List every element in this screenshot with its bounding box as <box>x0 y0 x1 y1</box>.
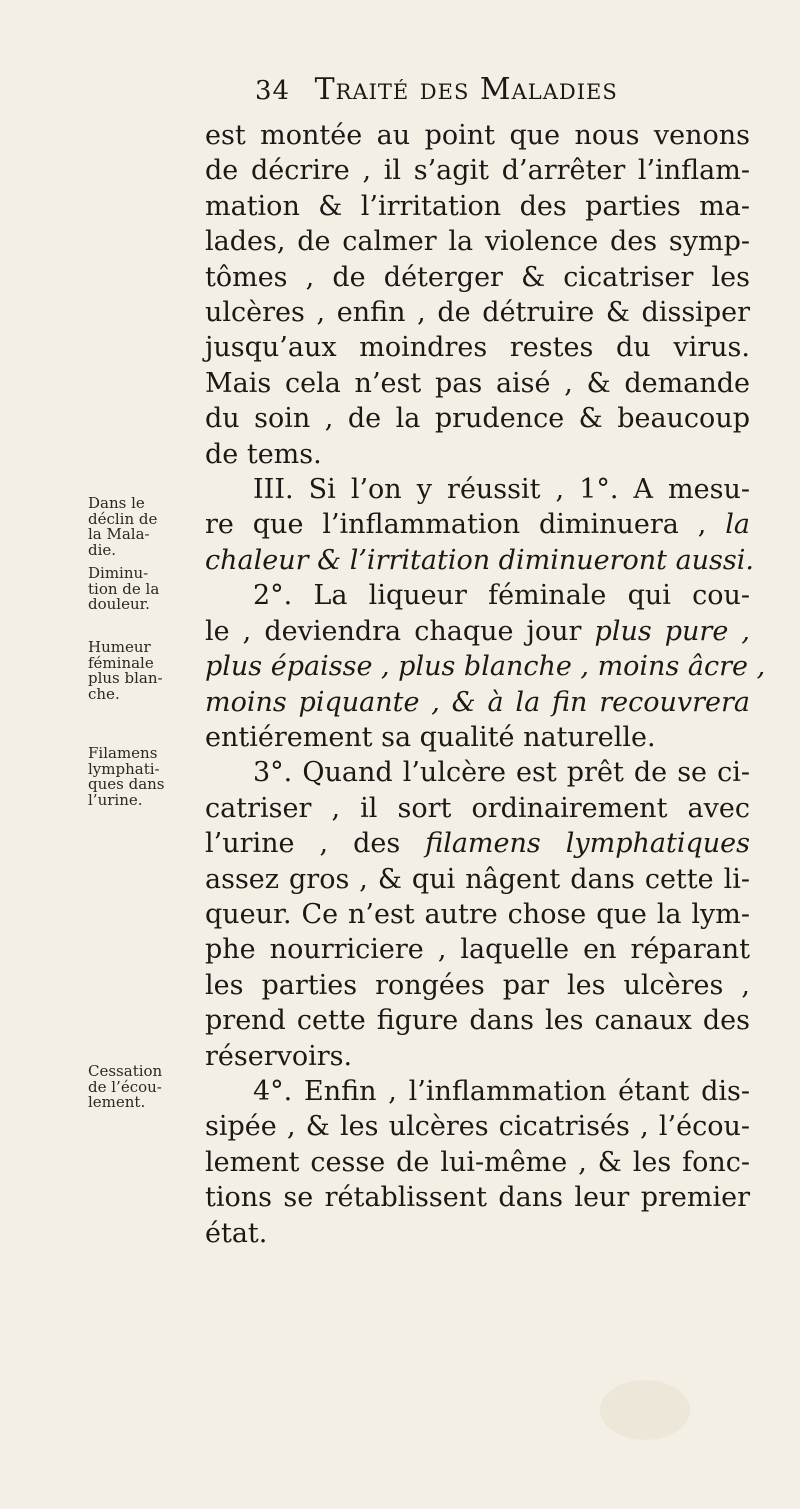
italic-segment: plus pure , <box>594 615 750 647</box>
text-line: 4°. Enfin , l’inflammation étant dis- <box>253 1075 750 1107</box>
text-line <box>205 507 750 542</box>
italic-segment: filamens lymphatiques <box>425 828 750 860</box>
text-line: du soin , de la prudence & beaucoup <box>205 403 750 435</box>
margin-note-line: tion de la <box>88 579 160 598</box>
margin-note-cessation <box>88 1064 162 1111</box>
text-line: ulcères , enfin , de détruire & dissiper <box>205 297 750 329</box>
page-number: 34 <box>255 76 291 106</box>
text-line: plus épaisse , plus blanche , moins âcre , <box>205 651 766 683</box>
text-line: entiérement sa qualité naturelle. <box>205 721 656 753</box>
text-line: tômes , de déterger & cicatriser les <box>205 261 750 293</box>
text-line: prend cette figure dans les canaux des <box>205 1005 750 1037</box>
margin-note-line: de l’écou- <box>88 1077 162 1096</box>
margin-note-line: Cessation <box>88 1062 163 1080</box>
margin-note-humeur <box>88 640 163 702</box>
text-line: lement cesse de lui-même , & les fonc- <box>205 1146 750 1178</box>
text-line: les parties rongées par les ulcères , <box>205 969 750 1001</box>
text-line <box>205 826 750 861</box>
text-line: catriser , il sort ordinairement avec <box>205 792 750 824</box>
main-text-block <box>205 118 766 1251</box>
margin-note-line: Humeur <box>88 638 151 656</box>
margin-note-line: che. <box>88 684 120 703</box>
text-line: lades, de calmer la violence des symp- <box>205 226 750 258</box>
margin-note-line: Filamens <box>88 744 158 762</box>
margin-note-line: ques dans <box>88 775 165 793</box>
text-line: 3°. Quand l’ulcère est prêt de se ci- <box>253 757 750 789</box>
margin-note-line: la Mala- <box>88 525 150 543</box>
text-line: jusqu’aux moindres restes du virus. <box>205 332 750 364</box>
running-title: Traité des Maladies <box>314 72 618 107</box>
text-line: 2°. La liqueur féminale qui cou- <box>253 580 750 612</box>
running-header <box>255 72 618 107</box>
text-line <box>205 614 750 649</box>
margin-note-line: Diminu- <box>88 564 149 582</box>
text-line: chaleur & l’irritation diminueront aussi. <box>205 544 754 576</box>
margin-note-line: Dans le <box>88 494 145 512</box>
margin-note-filamens <box>88 746 165 808</box>
text-line: assez gros , & qui nâgent dans cette li- <box>205 863 750 895</box>
text-line: est montée au point que nous venons <box>205 120 750 151</box>
margin-note-line: lymphati- <box>88 759 160 778</box>
margin-note-line: féminale <box>88 653 154 672</box>
italic-segment: la <box>725 509 750 541</box>
text-line <box>205 685 750 720</box>
text-line: III. Si l’on y réussit , 1°. A mesu- <box>253 474 750 506</box>
text-segment: l’urine , des <box>205 828 426 860</box>
text-segment: le , deviendra chaque jour <box>205 615 595 647</box>
text-line: de décrire , il s’agit d’arrêter l’inflam- <box>205 155 750 187</box>
margin-note-line: lement. <box>88 1093 146 1111</box>
text-line: queur. Ce n’est autre chose que la lym- <box>205 898 750 930</box>
margin-note-line: douleur. <box>88 595 150 613</box>
text-line: tions se rétablissent dans leur premier <box>205 1182 750 1214</box>
margin-note-line: l’urine. <box>88 790 143 809</box>
italic-segment: moins piquante , & à la fin recouvrera <box>205 686 750 718</box>
text-line: phe nourriciere , laquelle en réparant <box>205 934 750 966</box>
text-line: état. <box>205 1217 268 1249</box>
margin-note-declin <box>88 496 157 558</box>
margin-note-diminution <box>88 566 159 613</box>
margin-note-line: déclin de <box>88 509 158 528</box>
margin-note-line: plus blan- <box>88 669 163 687</box>
text-line: réservoirs. <box>205 1040 353 1072</box>
margin-note-line: die. <box>88 540 117 559</box>
text-line: mation & l’irritation des parties ma- <box>205 190 750 222</box>
paper-stain <box>600 1380 690 1440</box>
text-segment: re que l’inflammation diminuera , <box>205 509 726 541</box>
text-line: sipée , & les ulcères cicatrisés , l’écou- <box>205 1111 750 1143</box>
text-line: Mais cela n’est pas aisé , & demande <box>205 367 750 399</box>
text-line: de tems. <box>205 438 322 470</box>
